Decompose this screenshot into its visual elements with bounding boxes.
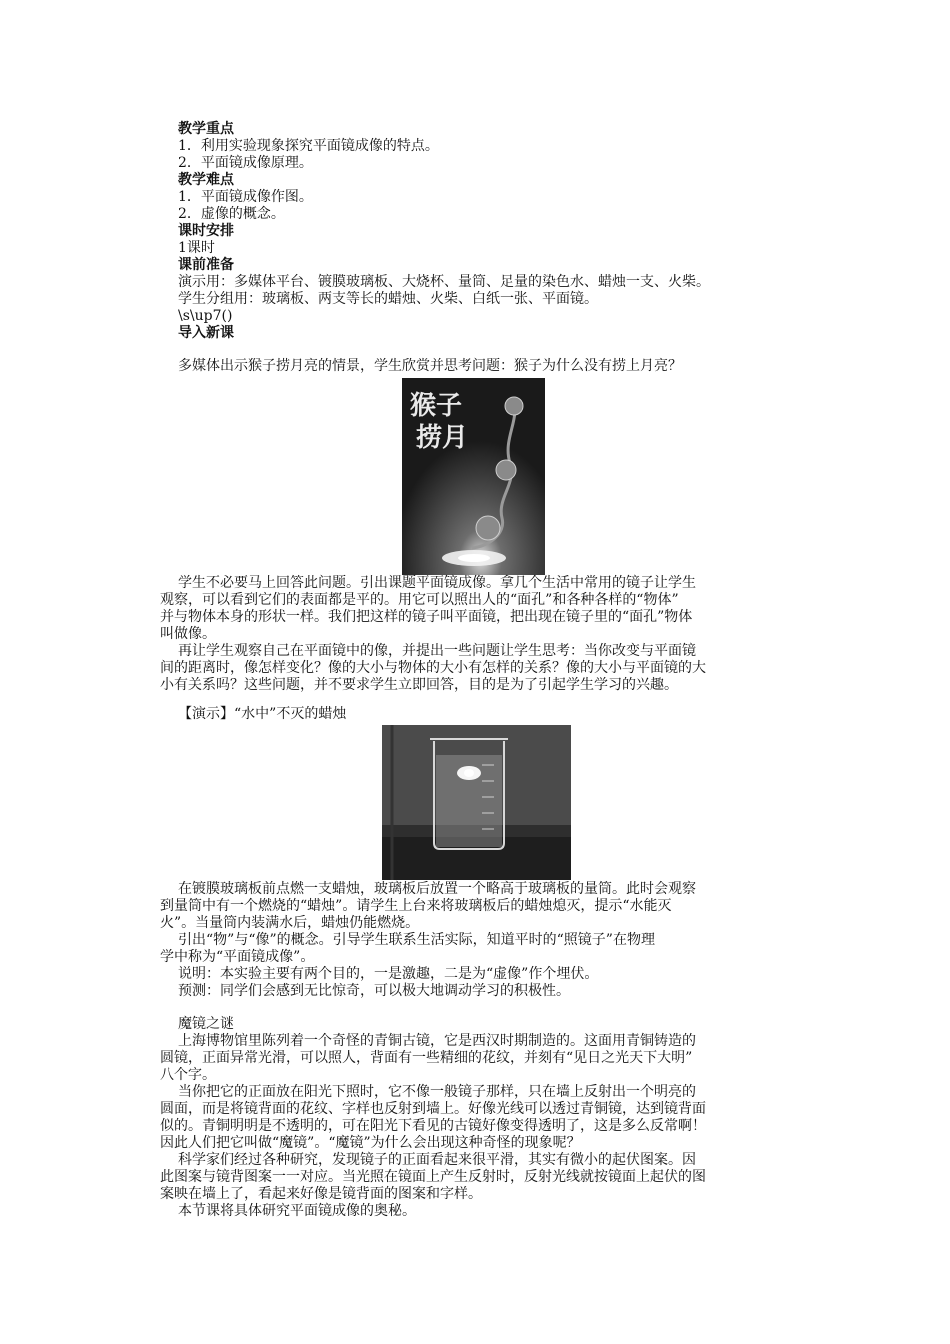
demo-p1-line-3: 火”。当量筒内装满水后，蜡烛仍能燃烧。	[160, 915, 420, 931]
demo-predict: 预测：同学们会感到无比惊奇，可以极大地调动学习的积极性。	[178, 983, 570, 999]
difficulty-1: 1．平面镜成像作图。	[178, 189, 313, 205]
demo-title: 【演示】“水中”不灭的蜡烛	[178, 706, 347, 722]
p2-line-2: 观察，可以看到它们的表面都是平的。用它可以照出人的“面孔”和各种各样的“物体”	[160, 592, 679, 608]
key-points-heading: 教学重点	[178, 121, 234, 137]
schedule-heading: 课时安排	[178, 223, 234, 239]
mirror-p3-line-1: 科学家们经过各种研究，发现镜子的正面看起来很平滑，其实有微小的起伏图案。因	[178, 1152, 696, 1168]
mirror-p1-line-3: 八个字。	[160, 1067, 216, 1083]
demo-note: 说明：本实验主要有两个目的，一是激趣，二是为“虚像”作个埋伏。	[178, 966, 599, 982]
difficulty-2: 2．虚像的概念。	[178, 206, 285, 222]
p2-line-4: 叫做像。	[160, 626, 216, 642]
mirror-p2-line-3: 似的。青铜明明是不透明的，可在阳光下看见的古镜好像变得透明了，这是多么反常啊！	[160, 1118, 706, 1134]
mirror-p4: 本节课将具体研究平面镜成像的奥秘。	[178, 1203, 416, 1219]
demo-p2-line-1: 引出“物”与“像”的概念。引导学生联系生活实际，知道平时的“照镜子”在物理	[178, 932, 655, 948]
image-title-line1: 猴子	[410, 391, 463, 421]
mirror-section	[160, 1016, 808, 1220]
code-line: \s\up7()	[178, 308, 233, 324]
key-point-2: 2．平面镜成像原理。	[178, 155, 313, 171]
document-body	[178, 121, 808, 342]
mirror-p1-line-1: 上海博物馆里陈列着一个奇怪的青铜古镜，它是西汉时期制造的。这面用青铜铸造的	[178, 1033, 696, 1049]
p2-line-1: 学生不必要马上回答此问题。引出课题平面镜成像。拿几个生活中常用的镜子让学生	[178, 575, 696, 591]
demo-p1-line-1: 在镀膜玻璃板前点燃一支蜡烛，玻璃板后放置一个略高于玻璃板的量筒。此时会观察	[178, 881, 696, 897]
p2-line-3: 并与物体本身的形状一样。我们把这样的镜子叫平面镜，把出现在镜子里的“面孔”物体	[160, 609, 693, 625]
demo-p1-line-2: 到量筒中有一个燃烧的“蜡烛”。请学生上台来将玻璃板后的蜡烛熄灭，提示“水能灭	[160, 898, 672, 914]
prep-demo: 演示用：多媒体平台、镀膜玻璃板、大烧杯、量筒、足量的染色水、蜡烛一支、火柴。	[178, 274, 710, 290]
mirror-p2-line-1: 当你把它的正面放在阳光下照时，它不像一般镜子那样，只在墙上反射出一个明亮的	[178, 1084, 696, 1100]
demo-p2-line-2: 学中称为“平面镜成像”。	[160, 949, 315, 965]
mirror-p3-line-3: 案映在墙上了，看起来好像是镜背面的图案和字样。	[160, 1186, 482, 1202]
monkey-moon-image	[402, 378, 545, 575]
mirror-p2-line-4: 因此人们把它叫做“魔镜”。“魔镜”为什么会出现这种奇怪的现象呢？	[160, 1135, 581, 1151]
mirror-title: 魔镜之谜	[178, 1016, 234, 1032]
mirror-p2-line-2: 圆面，而是将镜背面的花纹、字样也反射到墙上。好像光线可以透过青铜镜，达到镜背面	[160, 1101, 706, 1117]
mirror-p1-line-2: 圆镜，正面异常光滑，可以照人，背面有一些精细的花纹，并刻有“见日之光天下大明”	[160, 1050, 693, 1066]
p3-line-2: 间的距离时，像怎样变化？像的大小与物体的大小有怎样的关系？像的大小与平面镜的大	[160, 660, 706, 676]
difficulties-heading: 教学难点	[178, 172, 234, 188]
image-title-line2: 捞月	[416, 423, 469, 453]
prep-group: 学生分组用：玻璃板、两支等长的蜡烛、火柴、白纸一张、平面镜。	[178, 291, 598, 307]
intro-paragraph-1: 多媒体出示猴子捞月亮的情景，学生欣赏并思考问题：猴子为什么没有捞上月亮？	[178, 358, 682, 374]
mirror-p3-line-2: 此图案与镜背图案一一对应。当光照在镜面上产生反射时，反射光线就按镜面上起伏的图	[160, 1169, 706, 1185]
p3-line-3: 小有关系吗？这些问题，并不要求学生立即回答，目的是为了引起学生学习的兴趣。	[160, 677, 678, 693]
prep-heading: 课前准备	[178, 257, 234, 273]
schedule-value: 1课时	[178, 240, 215, 256]
demo-paragraphs	[160, 881, 808, 1000]
intro-paragraphs	[160, 575, 808, 694]
key-point-1: 1．利用实验现象探究平面镜成像的特点。	[178, 138, 439, 154]
beaker-candle-image	[382, 725, 571, 880]
intro-heading: 导入新课	[178, 325, 234, 341]
p3-line-1: 再让学生观察自己在平面镜中的像，并提出一些问题让学生思考：当你改变与平面镜	[178, 643, 696, 659]
